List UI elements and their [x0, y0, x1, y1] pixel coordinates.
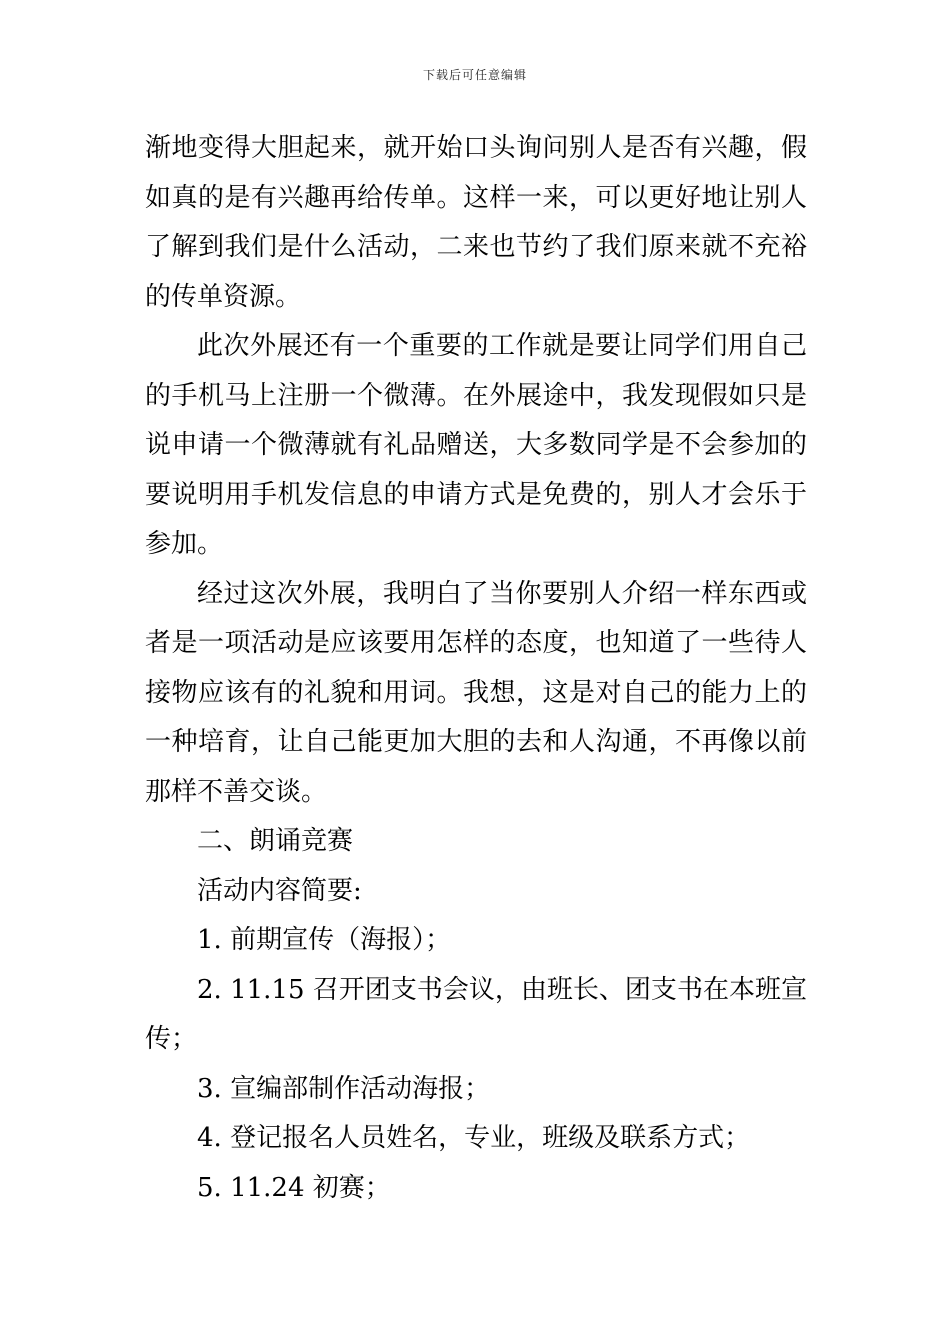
activity-summary-label: 活动内容简要:: [197, 875, 362, 906]
list-item-1: 1. 前期宣传（海报）；: [197, 925, 452, 955]
page-header: 下载后可任意编辑: [422, 68, 527, 82]
list-item-5: 5. 11.24 初赛；: [197, 1172, 391, 1203]
document-body: [145, 124, 807, 1213]
paragraph-reflection: 经过这次外展，我明白了当你要别人介绍一样东西或者是一项活动是应该要用怎样的态度，也知道了一些待人接物应该有的礼貌和用词。我想，这是对自己的能力上的一种培育，让自己能更加大胆的去和人沟通，不再像以前那样不善交谈。: [145, 578, 807, 807]
paragraph-weibo-registration: 此次外展还有一个重要的工作就是要让同学们用自己的手机马上注册一个微薄。在外展途中，我发现假如只是说申请一个微薄就有礼品赠送，大多数同学是不会参加的要说明用手机发信息的申请方式是免费的，别人才会乐于参加。: [145, 331, 807, 559]
list-item-4: 4. 登记报名人员姓名，专业，班级及联系方式；: [197, 1123, 751, 1153]
list-item-2: 2. 11.15 召开团支书会议，由班长、团支书在本班宣传；: [145, 974, 807, 1054]
section-heading-recitation: 二、朗诵竞赛: [197, 826, 354, 856]
paragraph-continuation: 渐地变得大胆起来，就开始口头询问别人是否有兴趣，假如真的是有兴趣再给传单。这样一来，可以更好地让别人了解到我们是什么活动，二来也节约了我们原来就不充裕的传单资源。: [145, 133, 807, 312]
list-item-3: 3. 宣编部制作活动海报；: [197, 1073, 491, 1104]
